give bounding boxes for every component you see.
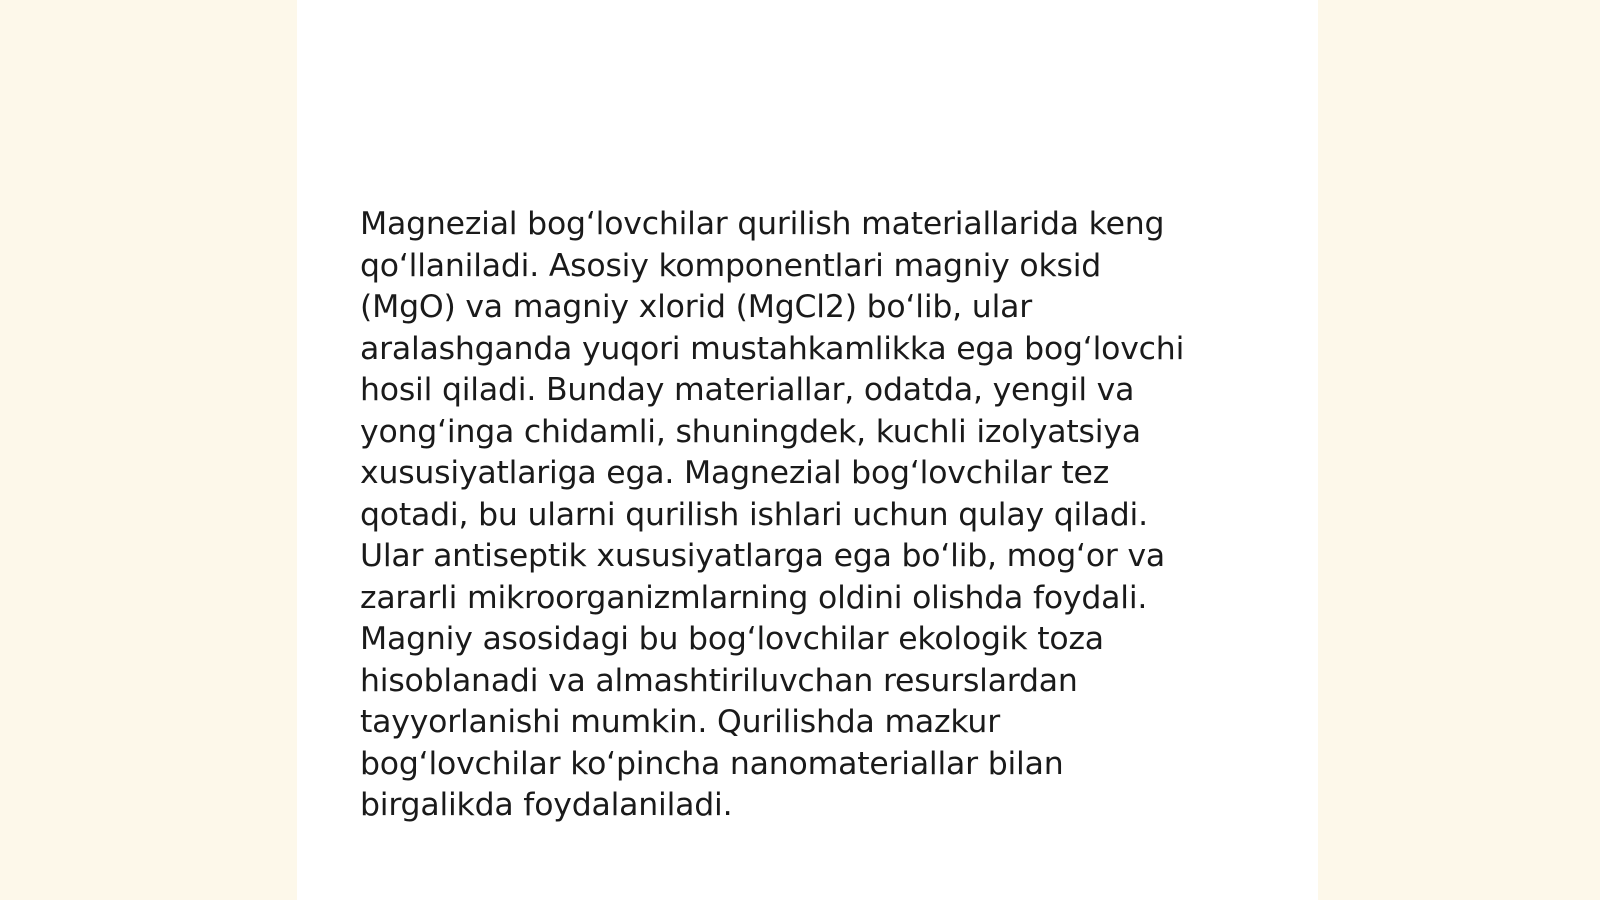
slide-body-text: Magnezial bogʻlovchilar qurilish materiallarida keng qoʻllaniladi. Asosiy komponentlari magniy oksid (MgO) va magniy xlorid (MgCl2) boʻlib, ular aralashganda yuqori mustahkamlikka ega bogʻlovchi hosil qiladi. Bunday materiallar, odatda, yengil va yongʻinga chidamli, shuningdek, kuchli izolyatsiya xususiyatlariga ega. Magnezial bogʻlovchilar tez qotadi, bu ularni qurilish ishlari uchun qulay qiladi. Ular antiseptik xususiyatlarga ega boʻlib, mogʻor va zararli mikroorganizmlarning oldini olishda foydali. Magniy asosidagi bu bogʻlovchilar ekologik toza hisoblanadi va almashtiriluvchan resurslardan tayyorlanishi mumkin. Qurilishda mazkur bogʻlovchilar koʻpincha nanomateriallar bilan birgalikda foydalaniladi. xyxy=(360,206,1185,823)
slide-canvas xyxy=(297,0,1318,900)
